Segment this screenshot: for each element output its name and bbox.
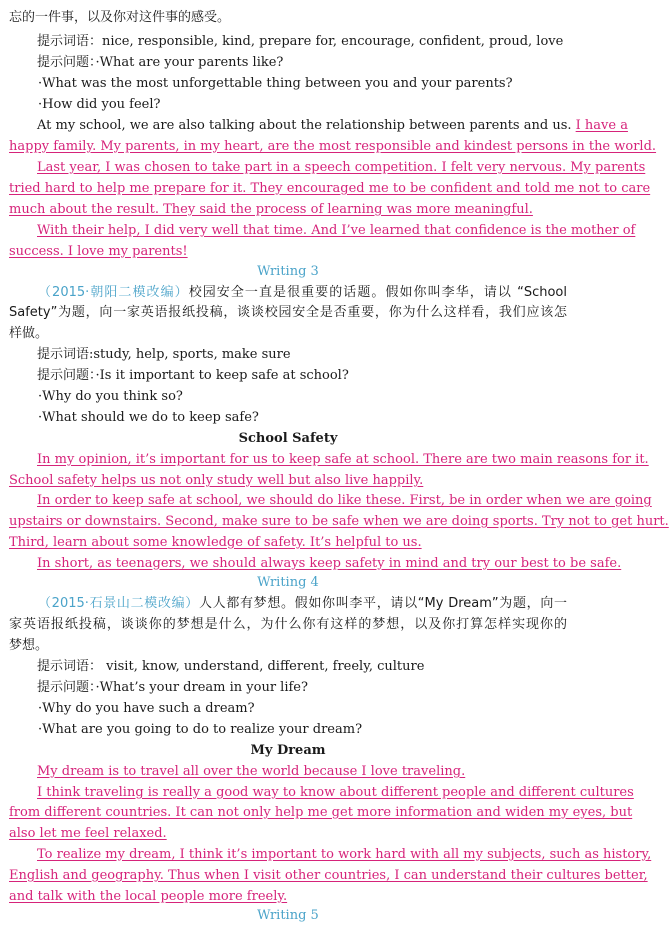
essay-highlight-line: My dream is to travel all over the world because I love traveling. bbox=[37, 764, 466, 779]
hint-words: 提示词语： visit, know, understand, different, freely, culture bbox=[37, 659, 425, 674]
essay-highlight-line: In short, as teenagers, we should always keep safety in mind and try our best to be safe. bbox=[37, 556, 622, 571]
essay-highlight-line: tried hard to help me prepare for it. They encouraged me to be confident and told me not to care bbox=[9, 181, 651, 196]
essay-highlight-line: happy family. My parents, in my heart, are the most responsible and kindest persons in the world. bbox=[9, 139, 657, 154]
prompt-body: 校园安全一直是很重要的话题。假如你叫李华，请以 “School bbox=[188, 285, 568, 300]
prompt-text: 家英语报纸投稿，谈谈你的梦想是什么，为什么你有这样的梦想，以及你打算怎样实现你的 bbox=[9, 617, 567, 632]
hint-question: 提示问题：·What’s your dream in your life? bbox=[37, 680, 308, 695]
prompt-text bbox=[9, 594, 567, 615]
section-heading: Writing 3 bbox=[257, 264, 319, 279]
section-heading: Writing 4 bbox=[257, 575, 319, 590]
essay-highlight-line: In order to keep safe at school, we should do like these. First, be in order when we are going bbox=[37, 493, 652, 508]
essay-highlight-line: I think traveling is really a good way to know about different people and different cultures bbox=[37, 785, 634, 800]
hint-question: ·What should we do to keep safe? bbox=[38, 410, 259, 425]
section-heading: Writing 5 bbox=[257, 908, 319, 923]
prompt-source: （2015·朝阳二模改编） bbox=[38, 285, 189, 300]
essay-highlight-line: Last year, I was chosen to take part in a speech competition. I felt very nervous. My parents bbox=[37, 160, 646, 175]
hint-question: ·What was the most unforgettable thing between you and your parents? bbox=[38, 76, 513, 91]
hint-words: 提示词语：nice, responsible, kind, prepare for, encourage, confident, proud, love bbox=[37, 34, 564, 49]
essay-highlight-line: and talk with the local people more freely. bbox=[9, 889, 288, 904]
essay-highlight-line: also let me feel relaxed. bbox=[9, 826, 167, 841]
prompt-text: Safety”为题，向一家英语报纸投稿，谈谈校园安全是否重要，你为什么这样看，我们应该怎 bbox=[9, 305, 567, 320]
prompt-text bbox=[9, 283, 567, 304]
essay-title: My Dream bbox=[250, 743, 326, 758]
prompt-body: 人人都有梦想。假如你叫李平，请以“My Dream”为题，向一 bbox=[198, 596, 568, 611]
hint-question: 提示问题：·What are your parents like? bbox=[37, 55, 284, 70]
essay-highlight-line: English and geography. Thus when I visit other countries, I can understand their cultures better, bbox=[9, 868, 648, 883]
essay-highlight-line: To realize my dream, I think it’s important to work hard with all my subjects, such as history, bbox=[37, 847, 652, 862]
prompt-source: （2015·石景山二模改编） bbox=[38, 596, 199, 611]
essay-highlight-text: I have a bbox=[575, 118, 628, 133]
prompt-text: 梦想。 bbox=[9, 638, 49, 653]
prompt-text: 样做。 bbox=[9, 326, 49, 341]
essay-highlight-line: upstairs or downstairs. Second, make sure to be safe when we are doing sports. Try not to get hurt. bbox=[9, 514, 669, 529]
hint-question: 提示问题：·Is it important to keep safe at school? bbox=[37, 368, 349, 383]
hint-question: ·What are you going to do to realize your dream? bbox=[38, 722, 363, 737]
hint-words: 提示词语:study, help, sports, make sure bbox=[37, 347, 291, 362]
essay-highlight-line: much about the result. They said the process of learning was more meaningful. bbox=[9, 202, 533, 217]
hint-question: ·Why do you have such a dream? bbox=[38, 701, 255, 716]
essay-highlight-line: With their help, I did very well that time. And I’ve learned that confidence is the mother of bbox=[37, 223, 636, 238]
essay-highlight-line: success. I love my parents! bbox=[9, 244, 188, 259]
essay-highlight-line: Third, learn about some knowledge of safety. It’s helpful to us. bbox=[9, 535, 422, 550]
essay-highlight-line: from different countries. It can not only help me get more information and widen my eyes, but bbox=[9, 805, 633, 820]
essay-title: School Safety bbox=[238, 431, 338, 446]
hint-question: ·Why do you think so? bbox=[38, 389, 183, 404]
essay-plain-text: At my school, we are also talking about the relationship between parents and us. bbox=[37, 118, 572, 133]
essay-highlight-line: School safety helps us not only study well but also live happily. bbox=[9, 473, 424, 488]
essay-highlight-line: In my opinion, it’s important for us to keep safe at school. There are two main reasons for it. bbox=[37, 452, 649, 467]
hint-question: ·How did you feel? bbox=[38, 97, 161, 112]
prompt-continuation: 忘的一件事，以及你对这件事的感受。 bbox=[9, 10, 231, 25]
essay-paragraph-line bbox=[9, 116, 628, 137]
